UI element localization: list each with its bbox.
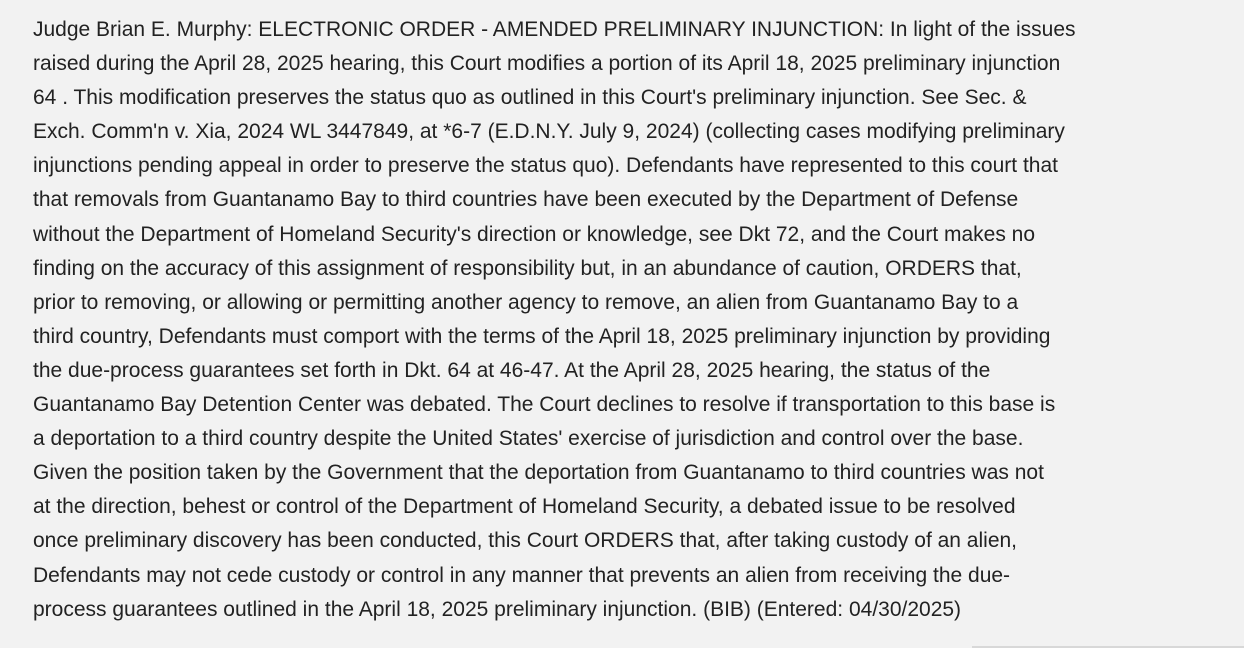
text-line: process guarantees outlined in the April 18, 2025 preliminary injunction. (BIB) (Entered: 04/30/2025) <box>33 597 962 621</box>
text-line: third country, Defendants must comport with the terms of the April 18, 2025 preliminary injunction by providing <box>33 324 1051 348</box>
docket-entry-text <box>33 13 1233 627</box>
text-line: Defendants may not cede custody or control in any manner that prevents an alien from receiving the due- <box>33 563 1011 587</box>
text-line: without the Department of Homeland Security's direction or knowledge, see Dkt 72, and the Court makes no <box>33 222 1036 246</box>
text-line: Judge Brian E. Murphy: ELECTRONIC ORDER - AMENDED PRELIMINARY INJUNCTION: In light of the issues <box>33 18 1076 41</box>
text-line: injunctions pending appeal in order to preserve the status quo). Defendants have represented to this court that <box>33 154 1058 178</box>
text-line: the due-process guarantees set forth in Dkt. 64 at 46-47. At the April 28, 2025 hearing, the status of the <box>33 358 991 382</box>
text-line: raised during the April 28, 2025 hearing, this Court modifies a portion of its April 18, 2025 preliminary injunction <box>33 52 1061 76</box>
text-line: 64 . This modification preserves the status quo as outlined in this Court's preliminary injunction. See Sec. & <box>33 86 1027 110</box>
text-line: Given the position taken by the Government that the deportation from Guantanamo to third countries was not <box>33 461 1044 485</box>
text-line: Guantanamo Bay Detention Center was debated. The Court declines to resolve if transportation to this base is <box>33 393 1056 417</box>
text-line: that removals from Guantanamo Bay to third countries have been executed by the Department of Defense <box>33 188 1019 212</box>
text-line: finding on the accuracy of this assignment of responsibility but, in an abundance of caution, ORDERS that, <box>33 256 1022 280</box>
text-line: at the direction, behest or control of the Department of Homeland Security, a debated issue to be resolved <box>33 495 1016 519</box>
text-line: prior to removing, or allowing or permitting another agency to remove, an alien from Guantanamo Bay to a <box>33 290 1019 314</box>
text-line: a deportation to a third country despite the United States' exercise of jurisdiction and control over the base. <box>33 427 1024 451</box>
text-line: once preliminary discovery has been conducted, this Court ORDERS that, after taking custody of an alien, <box>33 529 1018 553</box>
text-line: Exch. Comm'n v. Xia, 2024 WL 3447849, at *6-7 (E.D.N.Y. July 9, 2024) (collecting cases modifying preliminary <box>33 120 1065 144</box>
